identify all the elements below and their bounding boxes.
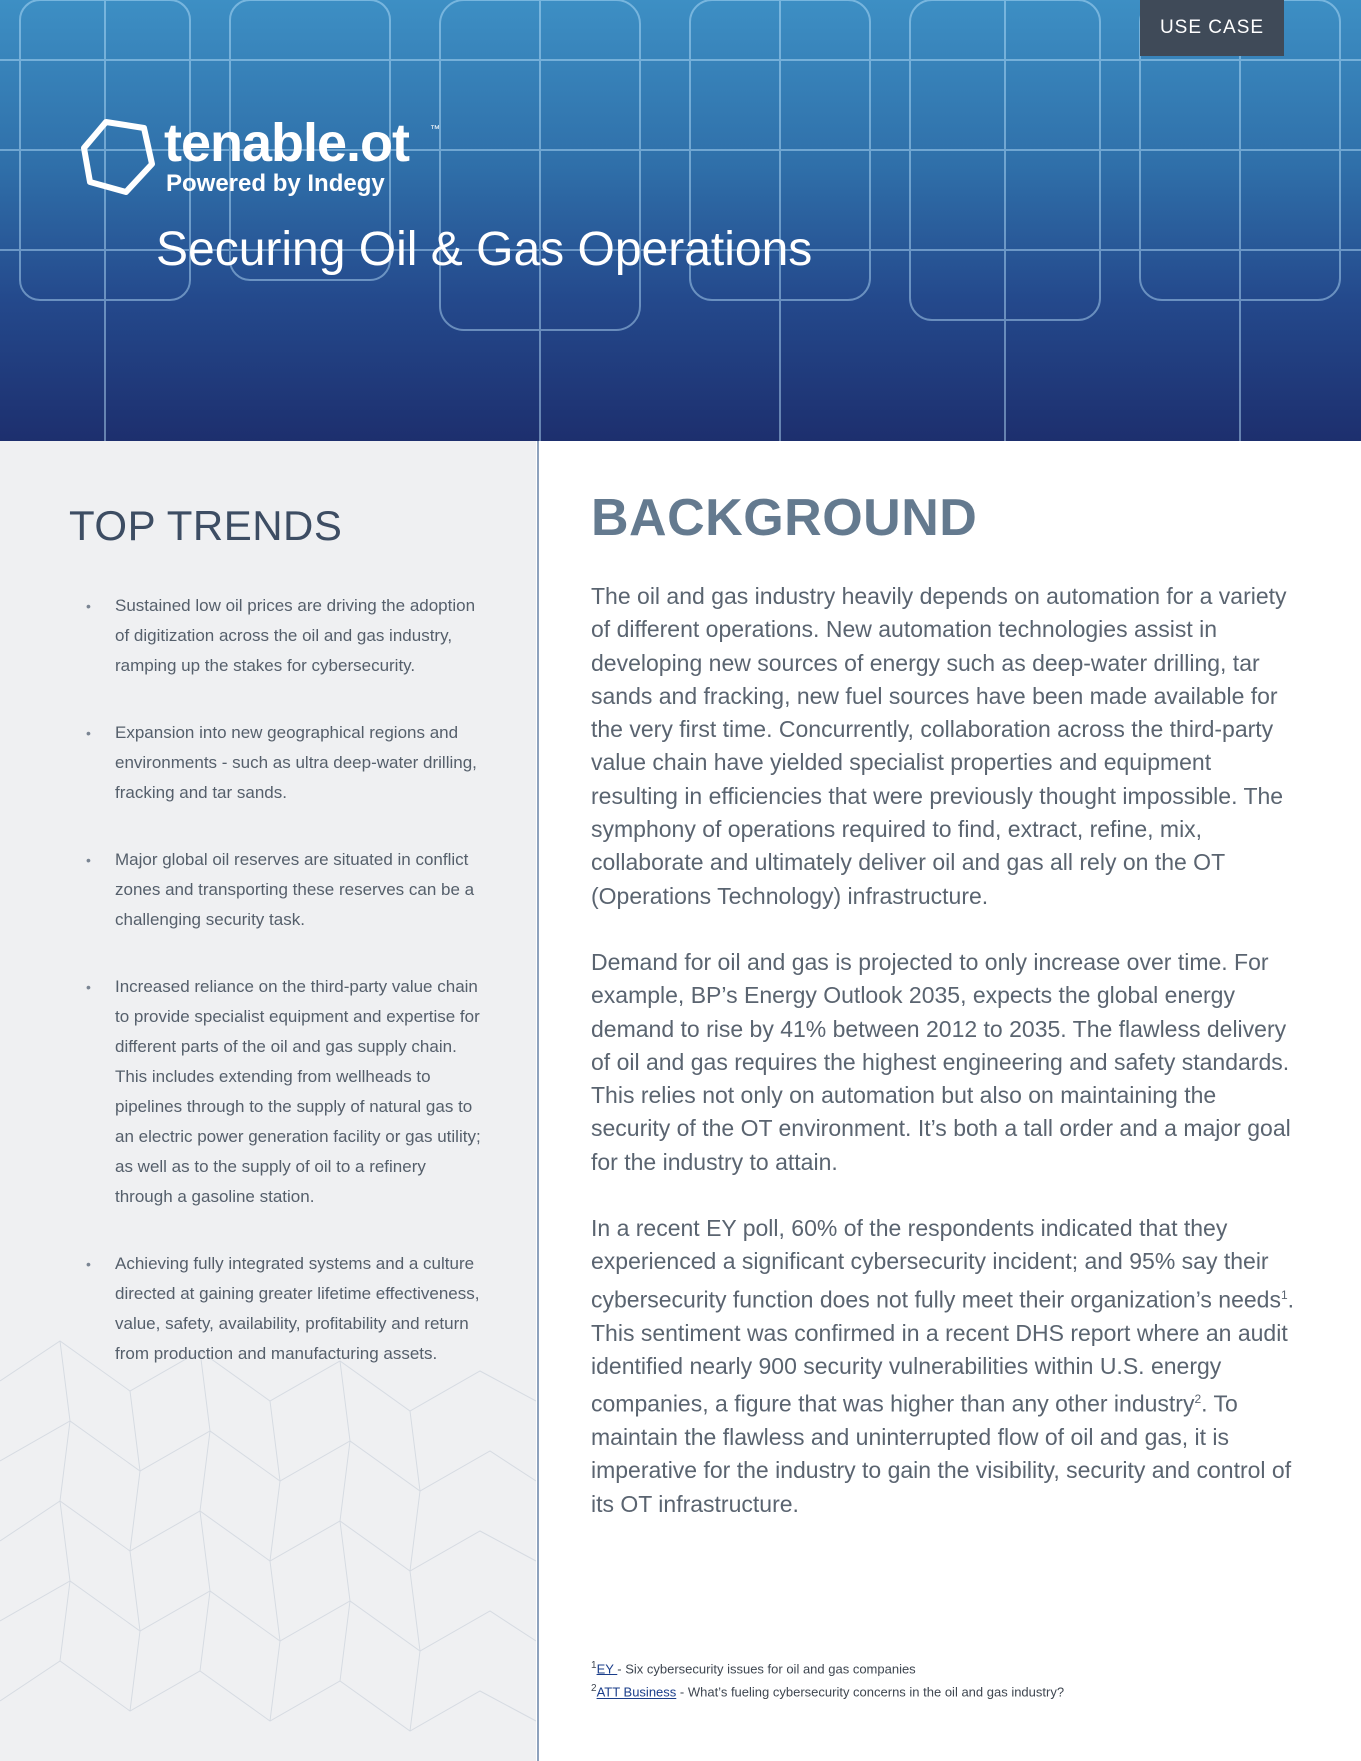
footnote-text: - Six cybersecurity issues for oil and gas companies	[617, 1661, 916, 1677]
column-divider	[537, 441, 539, 1761]
footnotes	[591, 1656, 1311, 1703]
att-business-link[interactable]: ATT Business	[596, 1684, 677, 1700]
brand-logo-text: tenable.ot	[164, 113, 410, 173]
list-item: • Expansion into new geographical regions and environments - such as ultra deep-water drilling, fracking and tar sands.	[0, 718, 536, 808]
paragraph-text: . To maintain the flawless and uninterrupted flow of oil and gas, it is imperative for the industry to gain the visibility, security and control of its OT infrastructure.	[591, 1390, 1292, 1517]
footnote-ref-2: 2	[1194, 1392, 1202, 1407]
brand-tagline: Powered by Indegy	[166, 170, 385, 197]
footnote-2	[591, 1679, 1311, 1702]
footnote-number: 2	[591, 1683, 597, 1695]
background-paragraph-3	[591, 1212, 1301, 1521]
top-trends-heading: TOP TRENDS	[69, 502, 343, 549]
trends-list	[0, 591, 536, 1406]
background-paragraph-2: Demand for oil and gas is projected to only increase over time. For example, BP’s Energy Outlook 2035, expects the global energy demand to rise by 41% between 2012 to 2035. The flawless delivery of oil and gas requires the highest engineering and safety standards. This relies not only on automation but also on maintaining the security of the OT environment. It’s both a tall order and a major goal for the industry to attain.	[591, 948, 1291, 1175]
background-heading: BACKGROUND	[591, 489, 978, 547]
paragraph-text: . This sentiment was confirmed in a recent DHS report where an audit identified nearly 900 security vulnerabilities within U.S. energy companies, a figure that was higher than any other industry	[591, 1286, 1295, 1417]
footnote-1	[591, 1656, 1311, 1679]
top-trends-panel	[0, 441, 536, 1761]
page-title: Securing Oil & Gas Operations	[156, 223, 813, 276]
ey-source-link[interactable]: EY	[596, 1661, 618, 1677]
list-item: • Major global oil reserves are situated in conflict zones and transporting these reserves can be a challenging security task.	[0, 845, 536, 935]
footnote-text: - What’s fueling cybersecurity concerns in the oil and gas industry?	[676, 1684, 1065, 1700]
hexagon-logo-icon	[80, 118, 156, 196]
list-item: • Achieving fully integrated systems and a culture directed at gaining greater lifetime effectiveness, value, safety, availability, profitability and return from production and manufacturing assets.	[0, 1249, 536, 1369]
background-paragraph-1: The oil and gas industry heavily depends on automation for a variety of different operations. New automation technologies assist in developing new sources of energy such as deep-water drilling, tar sands and fracking, new fuel sources have been made available for the very first time. Concurrently, collaboration across the third-party value chain have yielded specialist properties and equipment resulting in efficiencies that were previously thought impossible. The symphony of operations required to find, extract, refine, mix, collaborate and ultimately deliver oil and gas all rely on the OT (Operations Technology) infrastructure.	[591, 583, 1287, 909]
list-item: • Sustained low oil prices are driving the adoption of digitization across the oil and gas industry, ramping up the stakes for cybersecurity.	[0, 591, 536, 681]
footnote-ref-1: 1	[1280, 1287, 1288, 1302]
use-case-badge: USE CASE	[1140, 0, 1284, 56]
footnote-number: 1	[591, 1660, 597, 1671]
industrial-tanks-background	[0, 0, 1361, 441]
hero-banner	[0, 0, 1361, 441]
background-body	[591, 580, 1301, 1554]
list-item: • Increased reliance on the third-party value chain to provide specialist equipment and expertise for different parts of the oil and gas supply chain. This includes extending from wellheads to pipelines through to the supply of natural gas to an electric power generation facility or gas utility; as well as to the supply of oil to a refinery through a gasoline station.	[0, 972, 536, 1212]
trademark-symbol: ™	[430, 124, 440, 135]
paragraph-text: In a recent EY poll, 60% of the respondents indicated that they experienced a significant cybersecurity incident; and 95% say their cybersecurity function does not fully meet their organization’s needs	[591, 1215, 1281, 1313]
